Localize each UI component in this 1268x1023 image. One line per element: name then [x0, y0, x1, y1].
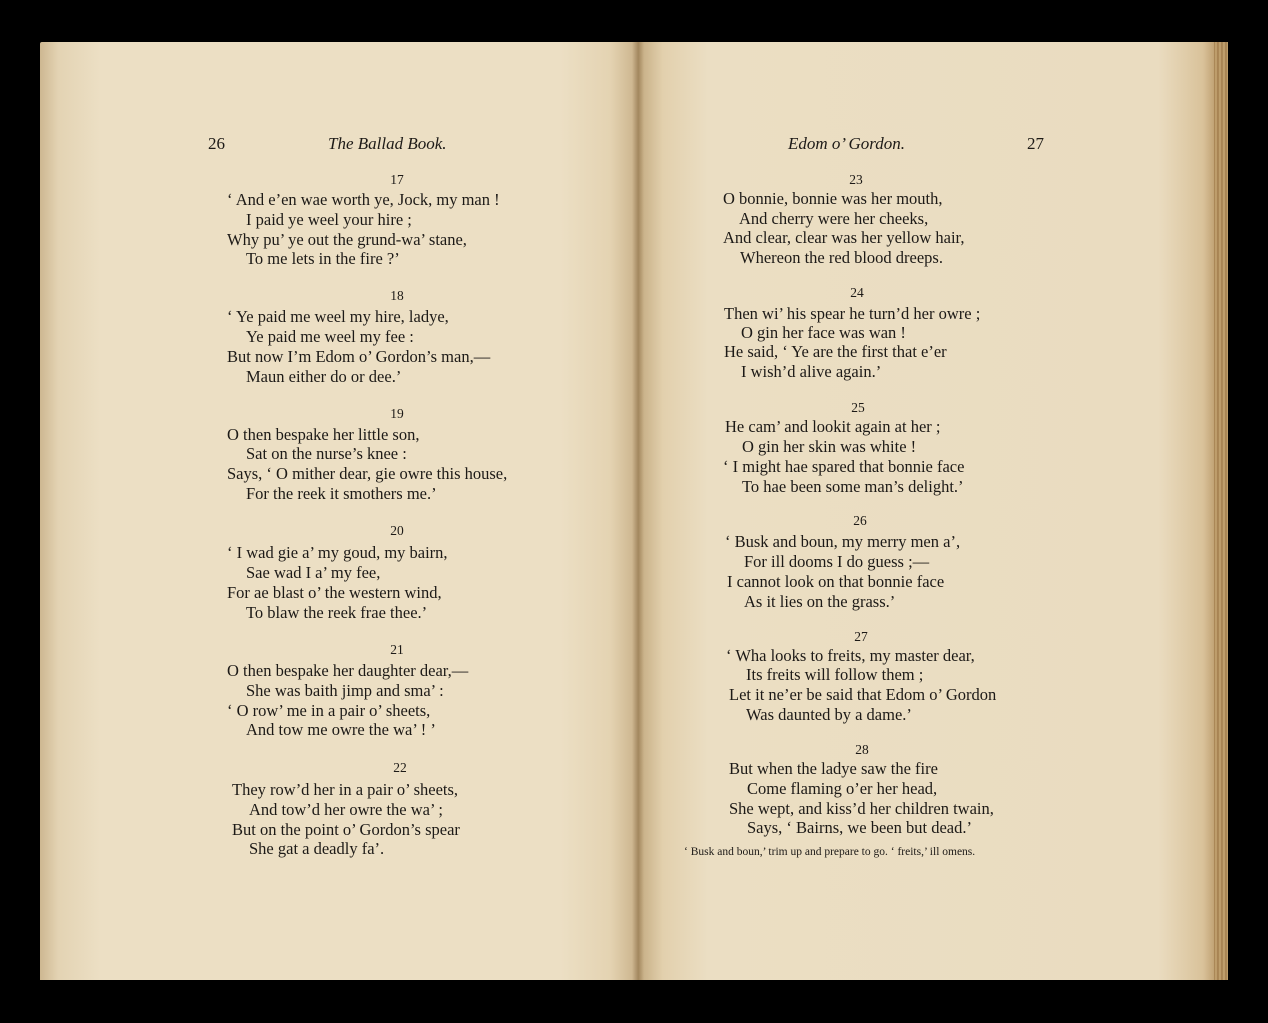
stanza-number: 21: [390, 642, 404, 657]
verse-line: And tow me owre the wa’ ! ’: [246, 720, 436, 739]
verse-line: Sat on the nurse’s knee :: [246, 444, 407, 463]
verse-line: To me lets in the fire ?’: [246, 249, 400, 268]
verse-line: Ye paid me weel my fee :: [246, 327, 414, 346]
verse-line: He said, ‘ Ye are the first that e’er: [724, 342, 947, 361]
verse-line: Says, ‘ Bairns, we been but dead.’: [747, 818, 972, 837]
verse-line: Then wi’ his spear he turn’d her owre ;: [724, 304, 981, 323]
verse-line: For ill dooms I do guess ;—: [744, 552, 930, 571]
verse-line: O bonnie, bonnie was her mouth,: [723, 189, 943, 208]
stanza-number: 19: [390, 406, 404, 421]
verse-line: And clear, clear was her yellow hair,: [723, 228, 965, 247]
right-page-number: 27: [1027, 134, 1044, 153]
verse-line: ‘ And e’en wae worth ye, Jock, my man !: [227, 190, 500, 209]
verse-line: To blaw the reek frae thee.’: [246, 603, 428, 622]
verse-line: I wish’d alive again.’: [741, 362, 882, 381]
verse-line: ‘ Wha looks to freits, my master dear,: [726, 646, 975, 665]
verse-line: To hae been some man’s delight.’: [742, 477, 964, 496]
verse-line: He cam’ and lookit again at her ;: [725, 417, 941, 436]
stanza-number: 17: [390, 172, 404, 187]
stanza-number: 20: [390, 523, 404, 538]
verse-line: Its freits will follow them ;: [746, 665, 924, 684]
verse-line: Why pu’ ye out the grund-wa’ stane,: [227, 230, 467, 249]
verse-line: O then bespake her daughter dear,—: [227, 661, 469, 680]
page-edges: [1214, 42, 1228, 980]
verse-line: I cannot look on that bonnie face: [727, 572, 945, 591]
verse-line: ‘ O row’ me in a pair o’ sheets,: [227, 701, 431, 720]
verse-line: For the reek it smothers me.’: [246, 484, 437, 503]
verse-line: She gat a deadly fa’.: [249, 839, 385, 858]
verse-line: But when the ladye saw the fire: [729, 759, 938, 778]
verse-line: As it lies on the grass.’: [744, 592, 896, 611]
stanza-number: 24: [850, 285, 864, 300]
verse-line: ‘ Busk and boun, my merry men a’,: [725, 532, 961, 551]
verse-line: They row’d her in a pair o’ sheets,: [232, 780, 459, 799]
verse-line: Let it ne’er be said that Edom o’ Gordon: [729, 685, 997, 704]
stanza-number: 28: [855, 742, 869, 757]
verse-line: She wept, and kiss’d her children twain,: [729, 799, 994, 818]
verse-line: ‘ I wad gie a’ my goud, my bairn,: [227, 543, 448, 562]
verse-line: And cherry were her cheeks,: [739, 209, 929, 228]
stanza-number: 26: [853, 513, 867, 528]
verse-line: She was baith jimp and sma’ :: [246, 681, 444, 700]
left-running-title: The Ballad Book.: [328, 134, 447, 153]
verse-line: Says, ‘ O mither dear, gie owre this house,: [227, 464, 508, 483]
verse-line: ‘ Ye paid me weel my hire, ladye,: [227, 307, 449, 326]
verse-line: But now I’m Edom o’ Gordon’s man,—: [227, 347, 491, 366]
verse-line: But on the point o’ Gordon’s spear: [232, 820, 460, 839]
verse-line: O gin her face was wan !: [741, 323, 906, 342]
verse-line: Sae wad I a’ my fee,: [246, 563, 381, 582]
verse-line: Was daunted by a dame.’: [746, 705, 912, 724]
left-page-number: 26: [208, 134, 225, 153]
book-spine: [632, 42, 644, 980]
open-book: [40, 42, 1228, 980]
verse-line: Maun either do or dee.’: [246, 367, 402, 386]
right-running-title: Edom o’ Gordon.: [788, 134, 905, 153]
verse-line: I paid ye weel your hire ;: [246, 210, 412, 229]
stanza-number: 23: [849, 172, 863, 187]
stanza-number: 18: [390, 288, 404, 303]
verse-line: O then bespake her little son,: [227, 425, 420, 444]
stanza-number: 27: [854, 629, 868, 644]
verse-line: O gin her skin was white !: [742, 437, 917, 456]
stanza-number: 25: [851, 400, 865, 415]
right-page: [638, 42, 1228, 980]
verse-line: ‘ I might hae spared that bonnie face: [723, 457, 965, 476]
stanza-number: 22: [393, 760, 407, 775]
verse-line: For ae blast o’ the western wind,: [227, 583, 442, 602]
footnote: ‘ Busk and boun,’ trim up and prepare to go. ‘ freits,’ ill omens.: [684, 846, 976, 858]
verse-line: And tow’d her owre the wa’ ;: [249, 800, 443, 819]
left-page: [40, 42, 638, 980]
verse-line: Whereon the red blood dreeps.: [740, 248, 943, 267]
verse-line: Come flaming o’er her head,: [747, 779, 938, 798]
